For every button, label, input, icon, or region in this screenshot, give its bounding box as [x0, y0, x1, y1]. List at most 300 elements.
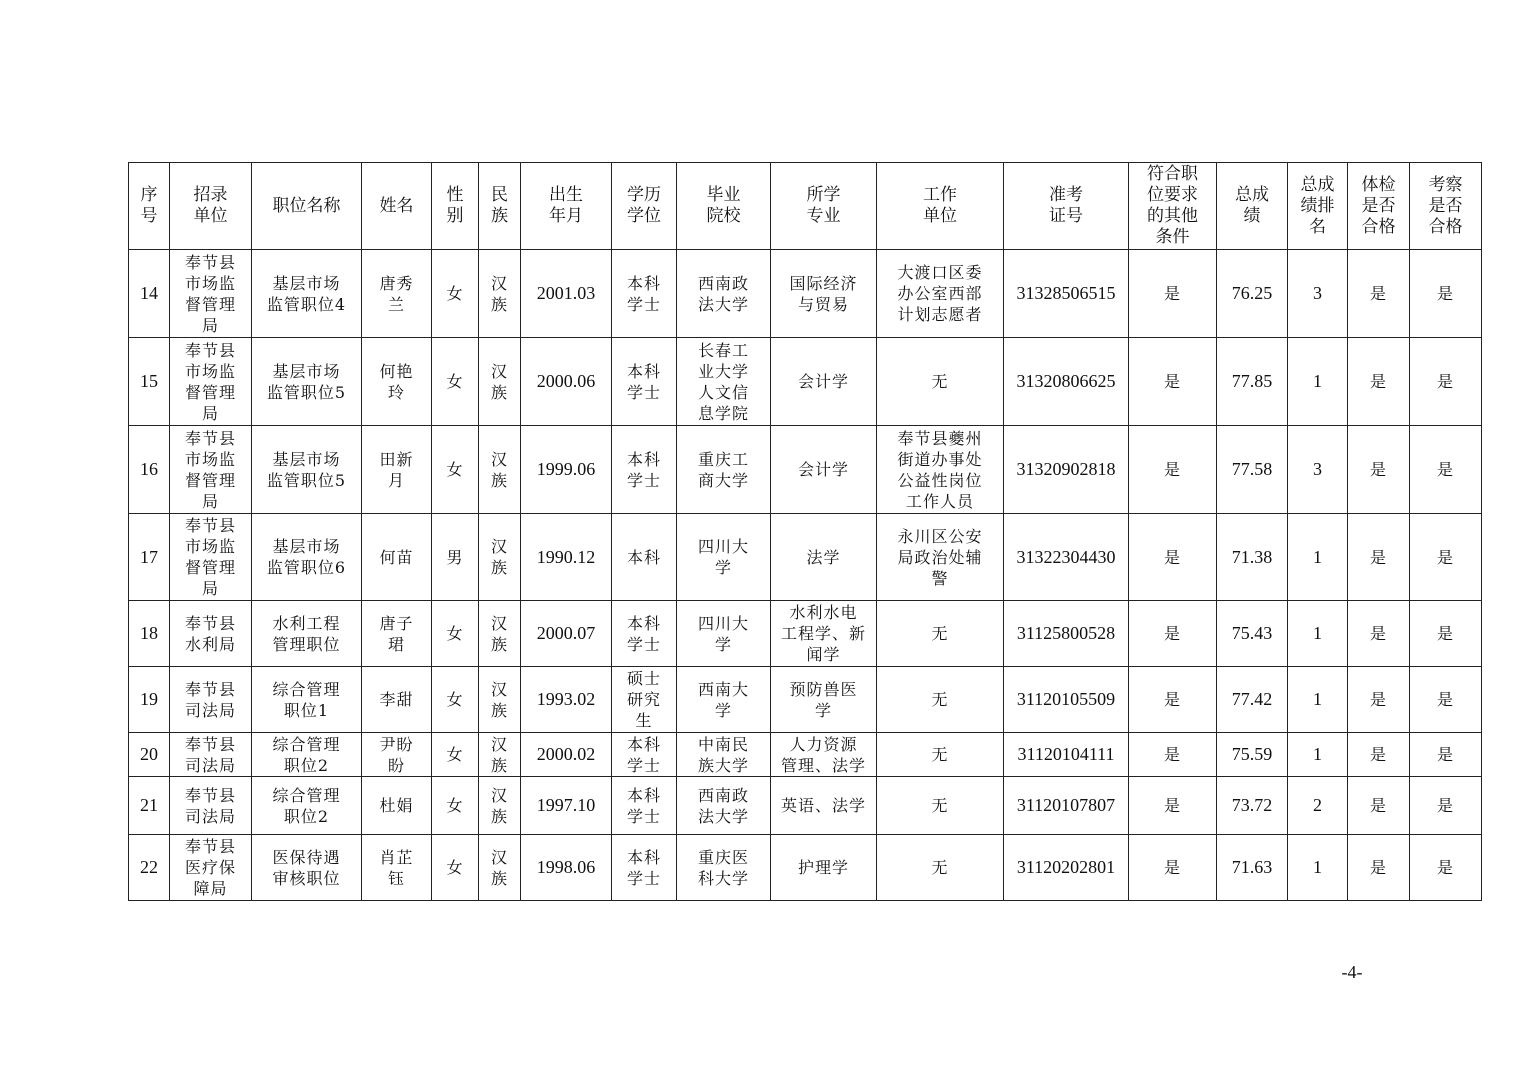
cell-school — [677, 426, 771, 514]
cell-physical-exam — [1348, 667, 1410, 733]
col-header-name — [362, 163, 432, 250]
col-header-physical-exam-label: 体检 是否 合格 — [1361, 174, 1396, 237]
cell-index — [129, 514, 170, 601]
cell-position-text: 基层市场 监管职位5 — [266, 449, 347, 490]
cell-index — [129, 835, 170, 901]
cell-exam-id-text: 31320902818 — [1016, 459, 1116, 479]
cell-school — [677, 667, 771, 733]
col-header-education-label: 学历 学位 — [627, 185, 661, 226]
cell-school-text: 重庆工 商大学 — [697, 449, 749, 490]
col-header-workplace-label: 工作 单位 — [923, 185, 957, 226]
cell-position-text: 基层市场 监管职位4 — [266, 273, 347, 314]
cell-rank-text: 1 — [1313, 744, 1322, 764]
cell-physical-exam-text: 是 — [1369, 547, 1387, 567]
cell-position — [252, 338, 362, 426]
cell-exam-id — [1004, 426, 1129, 514]
cell-position — [252, 426, 362, 514]
cell-total-score — [1217, 835, 1288, 901]
table-row — [129, 250, 1482, 338]
cell-major — [771, 667, 877, 733]
cell-unit-text: 奉节县 市场监 督管理 局 — [184, 252, 236, 335]
cell-major — [771, 835, 877, 901]
cell-index-text: 18 — [140, 623, 158, 643]
col-header-total-score-label: 总成 绩 — [1235, 185, 1269, 226]
table-row — [129, 601, 1482, 667]
cell-school-text: 中南民 族大学 — [697, 734, 749, 775]
cell-index — [129, 777, 170, 835]
col-header-physical-exam — [1348, 163, 1410, 250]
cell-physical-exam — [1348, 601, 1410, 667]
col-header-rank — [1288, 163, 1348, 250]
cell-school — [677, 250, 771, 338]
cell-inspection-text: 是 — [1436, 284, 1454, 303]
cell-school-text: 重庆医 科大学 — [697, 847, 749, 888]
cell-gender — [432, 667, 479, 733]
cell-workplace — [877, 338, 1004, 426]
cell-name — [362, 733, 432, 777]
cell-other-conditions — [1129, 835, 1217, 901]
cell-position — [252, 601, 362, 667]
table-row — [129, 777, 1482, 835]
cell-birth — [521, 426, 612, 514]
cell-inspection-text: 是 — [1436, 745, 1454, 764]
cell-other-conditions — [1129, 777, 1217, 835]
cell-physical-exam-text: 是 — [1369, 460, 1387, 479]
cell-other-conditions-text: 是 — [1163, 745, 1181, 764]
cell-major-text: 国际经济 与贸易 — [789, 273, 858, 314]
cell-ethnicity-text: 汉 族 — [490, 734, 508, 775]
cell-education — [612, 777, 677, 835]
cell-physical-exam — [1348, 733, 1410, 777]
cell-rank — [1288, 426, 1348, 514]
cell-gender-text: 男 — [446, 547, 464, 567]
cell-physical-exam-text: 是 — [1369, 372, 1387, 391]
cell-rank-text: 1 — [1313, 371, 1322, 391]
cell-name — [362, 601, 432, 667]
cell-rank — [1288, 601, 1348, 667]
cell-education-text: 本科 — [626, 547, 661, 567]
cell-position-text: 基层市场 监管职位5 — [266, 361, 347, 402]
cell-name — [362, 514, 432, 601]
cell-workplace — [877, 426, 1004, 514]
cell-ethnicity-text: 汉 族 — [490, 361, 508, 402]
cell-unit — [170, 250, 252, 338]
cell-rank — [1288, 250, 1348, 338]
cell-workplace — [877, 667, 1004, 733]
cell-unit — [170, 514, 252, 601]
col-header-birth — [521, 163, 612, 250]
cell-total-score — [1217, 250, 1288, 338]
cell-position — [252, 250, 362, 338]
cell-gender — [432, 426, 479, 514]
cell-school — [677, 514, 771, 601]
cell-birth-text: 1998.06 — [536, 857, 596, 877]
cell-gender — [432, 733, 479, 777]
cell-rank-text: 1 — [1313, 857, 1322, 877]
cell-other-conditions-text: 是 — [1163, 858, 1181, 877]
cell-ethnicity — [479, 601, 521, 667]
cell-ethnicity — [479, 426, 521, 514]
cell-index-text: 15 — [140, 371, 158, 391]
cell-exam-id-text: 31320806625 — [1016, 371, 1116, 391]
cell-index — [129, 250, 170, 338]
cell-position — [252, 667, 362, 733]
cell-total-score-text: 71.63 — [1231, 857, 1273, 877]
cell-gender — [432, 250, 479, 338]
cell-inspection — [1410, 426, 1482, 514]
col-header-unit — [170, 163, 252, 250]
cell-index — [129, 733, 170, 777]
cell-school-text: 四川大 学 — [697, 537, 749, 577]
cell-education — [612, 667, 677, 733]
cell-school-text: 西南政 法大学 — [697, 785, 749, 826]
cell-inspection-text: 是 — [1436, 690, 1454, 709]
cell-ethnicity-text: 汉 族 — [490, 847, 508, 888]
cell-education — [612, 733, 677, 777]
col-header-gender-label: 性 别 — [446, 185, 464, 226]
cell-education-text: 硕士 研究 生 — [626, 669, 661, 730]
cell-index-text: 17 — [140, 546, 158, 567]
cell-major-text: 英语、法学 — [780, 796, 866, 815]
cell-physical-exam — [1348, 514, 1410, 601]
cell-other-conditions — [1129, 601, 1217, 667]
cell-other-conditions — [1129, 250, 1217, 338]
cell-gender-text: 女 — [446, 460, 464, 479]
cell-total-score-text: 75.59 — [1231, 744, 1273, 764]
cell-rank-text: 3 — [1313, 283, 1322, 303]
cell-education — [612, 426, 677, 514]
cell-total-score — [1217, 514, 1288, 601]
cell-workplace-text: 无 — [931, 745, 949, 764]
cell-education — [612, 835, 677, 901]
cell-physical-exam — [1348, 777, 1410, 835]
cell-rank — [1288, 514, 1348, 601]
table-row — [129, 514, 1482, 601]
col-header-exam-id — [1004, 163, 1129, 250]
cell-total-score-text: 77.42 — [1231, 689, 1273, 709]
cell-gender — [432, 601, 479, 667]
cell-position — [252, 733, 362, 777]
cell-ethnicity — [479, 667, 521, 733]
cell-rank-text: 1 — [1313, 623, 1322, 643]
cell-major — [771, 733, 877, 777]
cell-rank-text: 2 — [1313, 795, 1322, 815]
cell-major — [771, 426, 877, 514]
cell-inspection — [1410, 250, 1482, 338]
cell-name — [362, 777, 432, 835]
cell-position-text: 综合管理 职位2 — [272, 785, 341, 826]
col-header-name-label: 姓名 — [379, 195, 414, 216]
cell-position — [252, 514, 362, 601]
cell-unit — [170, 338, 252, 426]
cell-other-conditions-text: 是 — [1163, 796, 1181, 815]
cell-ethnicity-text: 汉 族 — [490, 537, 508, 577]
cell-rank-text: 1 — [1313, 546, 1322, 567]
cell-workplace-text: 无 — [931, 372, 949, 391]
cell-birth-text: 1993.02 — [536, 689, 596, 709]
cell-ethnicity — [479, 250, 521, 338]
cell-unit-text: 奉节县 医疗保 障局 — [184, 837, 236, 898]
cell-ethnicity — [479, 338, 521, 426]
cell-birth — [521, 601, 612, 667]
table-row — [129, 338, 1482, 426]
cell-index-text: 22 — [140, 857, 158, 877]
cell-total-score — [1217, 733, 1288, 777]
cell-rank — [1288, 777, 1348, 835]
cell-unit-text: 奉节县 水利局 — [184, 613, 236, 654]
cell-education — [612, 338, 677, 426]
cell-major — [771, 338, 877, 426]
cell-ethnicity-text: 汉 族 — [490, 613, 508, 654]
cell-major-text: 人力资源 管理、法学 — [780, 734, 866, 775]
cell-major — [771, 514, 877, 601]
cell-other-conditions — [1129, 426, 1217, 514]
cell-inspection — [1410, 667, 1482, 733]
cell-other-conditions-text: 是 — [1163, 460, 1181, 479]
cell-inspection-text: 是 — [1436, 372, 1454, 391]
cell-other-conditions-text: 是 — [1163, 547, 1181, 567]
cell-gender-text: 女 — [446, 745, 464, 764]
col-header-school — [677, 163, 771, 250]
cell-education-text: 本科 学士 — [626, 613, 661, 654]
cell-gender-text: 女 — [446, 372, 464, 391]
cell-total-score — [1217, 601, 1288, 667]
cell-birth — [521, 733, 612, 777]
col-header-other-conditions-label: 符合职 位要求 的其他 条件 — [1147, 164, 1198, 247]
cell-inspection — [1410, 514, 1482, 601]
cell-major — [771, 250, 877, 338]
cell-unit-text: 奉节县 司法局 — [184, 734, 236, 775]
cell-index — [129, 426, 170, 514]
cell-physical-exam — [1348, 426, 1410, 514]
page-number: -4- — [1341, 962, 1363, 982]
cell-physical-exam-text: 是 — [1369, 624, 1387, 643]
cell-exam-id-text: 31125800528 — [1016, 623, 1116, 643]
cell-exam-id — [1004, 250, 1129, 338]
cell-total-score-text: 73.72 — [1231, 795, 1273, 815]
cell-other-conditions-text: 是 — [1163, 690, 1181, 709]
cell-name — [362, 250, 432, 338]
cell-physical-exam-text: 是 — [1369, 284, 1387, 303]
cell-gender — [432, 835, 479, 901]
col-header-inspection — [1410, 163, 1482, 250]
cell-birth-text: 2000.02 — [536, 744, 596, 764]
cell-school — [677, 601, 771, 667]
cell-other-conditions — [1129, 338, 1217, 426]
cell-total-score — [1217, 777, 1288, 835]
cell-name-text: 唐秀 兰 — [379, 273, 414, 314]
cell-gender-text: 女 — [446, 624, 464, 643]
cell-gender — [432, 514, 479, 601]
cell-rank — [1288, 835, 1348, 901]
cell-total-score-text: 75.43 — [1231, 623, 1273, 643]
cell-index — [129, 601, 170, 667]
cell-inspection-text: 是 — [1436, 858, 1454, 877]
cell-name-text: 田新 月 — [379, 449, 414, 490]
cell-exam-id — [1004, 514, 1129, 601]
table-row — [129, 426, 1482, 514]
cell-birth-text: 2000.06 — [536, 371, 596, 391]
cell-major-text: 会计学 — [797, 372, 849, 391]
cell-ethnicity — [479, 514, 521, 601]
cell-workplace-text: 无 — [931, 690, 949, 709]
cell-education — [612, 514, 677, 601]
cell-inspection-text: 是 — [1436, 547, 1454, 567]
cell-ethnicity — [479, 733, 521, 777]
cell-index-text: 14 — [140, 283, 158, 303]
cell-education-text: 本科 学士 — [626, 273, 661, 314]
cell-birth-text: 1990.12 — [536, 546, 596, 567]
cell-birth-text: 1997.10 — [536, 795, 596, 815]
cell-exam-id-text: 31120202801 — [1016, 857, 1116, 877]
cell-unit-text: 奉节县 市场监 督管理 局 — [184, 428, 236, 511]
col-header-ethnicity-label: 民 族 — [491, 185, 508, 226]
cell-name — [362, 835, 432, 901]
cell-total-score — [1217, 667, 1288, 733]
cell-school — [677, 835, 771, 901]
cell-exam-id-text: 31120104111 — [1017, 744, 1115, 764]
cell-inspection-text: 是 — [1436, 460, 1454, 479]
cell-workplace — [877, 514, 1004, 601]
cell-birth — [521, 514, 612, 601]
cell-other-conditions — [1129, 733, 1217, 777]
cell-unit-text: 奉节县 司法局 — [184, 785, 236, 826]
cell-exam-id-text: 31328506515 — [1016, 283, 1116, 303]
col-header-birth-label: 出生 年月 — [549, 185, 583, 226]
col-header-unit-label: 招录 单位 — [193, 185, 228, 226]
cell-workplace-text: 奉节县夔州 街道办事处 公益性岗位 工作人员 — [897, 428, 983, 511]
cell-name-text: 唐子 珺 — [379, 613, 414, 654]
cell-rank — [1288, 338, 1348, 426]
col-header-inspection-label: 考察 是否 合格 — [1428, 174, 1463, 237]
cell-index-text: 16 — [140, 459, 158, 479]
cell-gender-text: 女 — [446, 796, 464, 815]
cell-birth — [521, 667, 612, 733]
col-header-total-score — [1217, 163, 1288, 250]
cell-exam-id — [1004, 338, 1129, 426]
cell-name-text: 何苗 — [379, 547, 414, 567]
cell-total-score-text: 77.58 — [1231, 459, 1273, 479]
cell-workplace — [877, 835, 1004, 901]
cell-unit — [170, 667, 252, 733]
cell-unit — [170, 601, 252, 667]
col-header-index-label: 序 号 — [140, 185, 158, 226]
cell-total-score-text: 76.25 — [1231, 283, 1273, 303]
cell-workplace — [877, 250, 1004, 338]
col-header-education — [612, 163, 677, 250]
table-body — [129, 250, 1482, 901]
cell-rank-text: 3 — [1313, 459, 1322, 479]
cell-exam-id — [1004, 777, 1129, 835]
candidate-table — [128, 162, 1482, 901]
cell-ethnicity-text: 汉 族 — [490, 785, 508, 826]
cell-exam-id — [1004, 733, 1129, 777]
cell-rank — [1288, 667, 1348, 733]
cell-education-text: 本科 学士 — [626, 449, 661, 490]
cell-other-conditions-text: 是 — [1163, 372, 1181, 391]
cell-name-text: 何艳 玲 — [379, 361, 414, 402]
cell-workplace-text: 无 — [931, 796, 949, 815]
cell-other-conditions-text: 是 — [1163, 284, 1181, 303]
cell-school-text: 西南政 法大学 — [697, 273, 749, 314]
cell-unit — [170, 835, 252, 901]
cell-other-conditions-text: 是 — [1163, 624, 1181, 643]
cell-inspection — [1410, 835, 1482, 901]
col-header-position — [252, 163, 362, 250]
cell-major-text: 法学 — [806, 547, 841, 567]
cell-total-score-text: 77.85 — [1231, 371, 1273, 391]
cell-position-text: 基层市场 监管职位6 — [266, 537, 347, 577]
cell-education — [612, 601, 677, 667]
cell-other-conditions — [1129, 514, 1217, 601]
cell-major-text: 护理学 — [797, 858, 849, 877]
cell-workplace — [877, 777, 1004, 835]
cell-workplace-text: 大渡口区委 办公室西部 计划志愿者 — [897, 263, 983, 324]
cell-name-text: 李甜 — [379, 690, 414, 709]
cell-education-text: 本科 学士 — [626, 734, 661, 775]
header-row — [129, 163, 1482, 250]
cell-workplace — [877, 601, 1004, 667]
cell-unit — [170, 426, 252, 514]
cell-physical-exam-text: 是 — [1369, 796, 1387, 815]
cell-unit-text: 奉节县 市场监 督管理 局 — [184, 516, 236, 598]
cell-gender-text: 女 — [446, 284, 464, 303]
cell-inspection-text: 是 — [1436, 796, 1454, 815]
cell-physical-exam — [1348, 835, 1410, 901]
cell-name-text: 尹盼 盼 — [379, 734, 414, 775]
cell-physical-exam-text: 是 — [1369, 690, 1387, 709]
cell-physical-exam-text: 是 — [1369, 858, 1387, 877]
cell-unit-text: 奉节县 市场监 督管理 局 — [184, 340, 236, 423]
cell-exam-id-text: 31120105509 — [1016, 689, 1116, 709]
cell-index-text: 21 — [140, 795, 158, 815]
cell-position-text: 综合管理 职位2 — [272, 734, 341, 775]
cell-education — [612, 250, 677, 338]
cell-workplace-text: 无 — [931, 858, 949, 877]
cell-workplace — [877, 733, 1004, 777]
cell-workplace-text: 永川区公安 局政治处辅 警 — [897, 526, 983, 588]
cell-exam-id — [1004, 835, 1129, 901]
cell-name-text: 杜娟 — [379, 796, 414, 815]
col-header-ethnicity — [479, 163, 521, 250]
col-header-major — [771, 163, 877, 250]
cell-major-text: 会计学 — [797, 460, 849, 479]
col-header-major-label: 所学 专业 — [806, 185, 841, 226]
cell-ethnicity-text: 汉 族 — [490, 273, 508, 314]
cell-total-score — [1217, 426, 1288, 514]
cell-birth-text: 2001.03 — [536, 283, 596, 303]
cell-school — [677, 777, 771, 835]
cell-exam-id — [1004, 601, 1129, 667]
cell-gender — [432, 777, 479, 835]
cell-physical-exam-text: 是 — [1369, 745, 1387, 764]
cell-birth — [521, 777, 612, 835]
cell-physical-exam — [1348, 338, 1410, 426]
cell-name-text: 肖芷 钰 — [379, 847, 414, 888]
cell-gender — [432, 338, 479, 426]
cell-position — [252, 777, 362, 835]
cell-major — [771, 601, 877, 667]
cell-education-text: 本科 学士 — [626, 785, 661, 826]
cell-birth — [521, 835, 612, 901]
cell-inspection-text: 是 — [1436, 624, 1454, 643]
cell-gender-text: 女 — [446, 858, 464, 877]
cell-gender-text: 女 — [446, 690, 464, 709]
cell-index-text: 19 — [140, 689, 158, 709]
cell-ethnicity-text: 汉 族 — [490, 679, 508, 720]
cell-inspection — [1410, 733, 1482, 777]
cell-position-text: 水利工程 管理职位 — [272, 613, 341, 654]
